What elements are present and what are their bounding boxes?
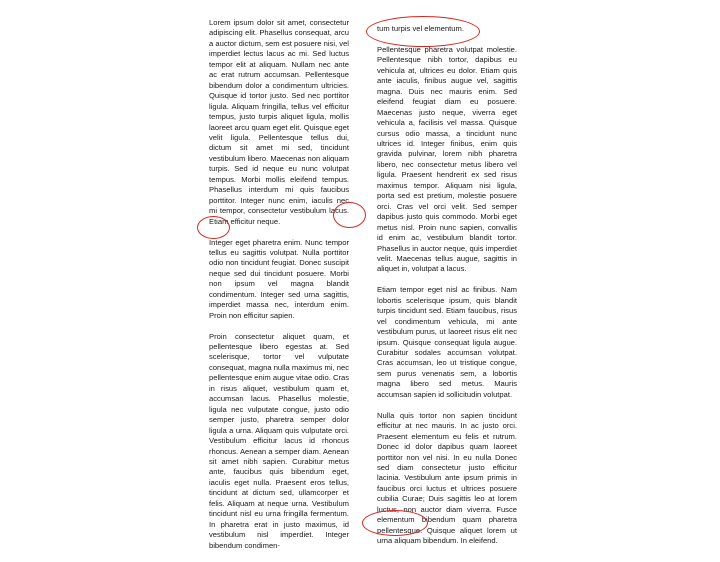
right-text-column xyxy=(377,24,517,557)
paragraph: Integer eget pharetra enim. Nunc tempor tellus eu sagittis volutpat. Nulla porttitor odio non tincidunt feugiat. Donec suscipit neque sed dui tincidunt posuere. Morbi non ipsum vel magna blandit condimentum. Integer sed urna sagittis, imperdiet massa nec, interdum enim. Proin non efficitur sapien. xyxy=(209,237,349,320)
paragraph: Pellentesque pharetra volutpat molestie. Pellentesque nibh tortor, dapibus eu vehicula at, ultrices eu dolor. Etiam quis ante iaculis, finibus augue vel, sagittis magna. Duis nec mauris enim. Sed eleifend feugiat diam eu posuere. Maecenas justo neque, viverra eget vehicula a, facilisis vel massa. Quisque cursus odio massa, a tincidunt nunc ultrices id. Integer finibus, enim quis gravida pulvinar, lorem nibh pharetra libero, nec consectetur metus libero vel ligula. Praesent hendrerit ex sed risus maximus tempor. Aliquam nisi ligula, porta sed est pretium, molestie posuere orci. Cras vel orci velit. Sed semper dapibus justo quis commodo. Morbi eget metus nisl. Proin nunc sapien, convallis id enim ac, vestibulum blandit tortor. Phasellus in auctor neque, quis imperdiet velit. Maecenas tellus augue, sagittis in aliquet in, volutpat a lacus. xyxy=(377,44,517,274)
paragraph: Lorem ipsum dolor sit amet, consectetur adipiscing elit. Phasellus consequat, arcu a auctor dictum, sem est posuere nisi, vel imperdiet lectus lacus ac mi. Sed luctus tempor elit at aliquam. Nullam nec ante ac erat rutrum accumsan. Pellentesque bibendum dolor a condimentum ultricies. Quisque id tortor justo. Sed nec porttitor ligula. Aliquam fringilla, tellus vel efficitur tempus, justo turpis aliquet ligula, mollis laoreet arcu quam eget elit. Quisque eget velit ligula. Pellentesque tellus dui, dictum sit amet mi sed, tincidunt vestibulum libero. Maecenas non aliquam turpis. Sed id neque eu nunc volutpat tempus. Morbi mollis eleifend tempus. Phasellus interdum mi quis faucibus porttitor. Integer nunc enim, iaculis nec mi tempor, consectetur vestibulum lacus. Etiam efficitur neque. xyxy=(209,18,349,226)
paragraph: Proin consectetur aliquet quam, et pellentesque libero egestas at. Sed scelerisque, tortor vel vulputate consequat, magna nulla maximus mi, nec pellentesque enim augue vitae odio. Cras in risus aliquet, vestibulum quam et, accumsan lacus. Phasellus molestie, ligula nec vulputate congue, justo odio semper justo, pharetra semper dolor ligula a urna. Aliquam quis vulputate orci. Vestibulum efficitur lacus id rhoncus rhoncus. Aenean a semper diam. Aenean sit amet nibh sapien. Curabitur metus ante, faucibus quis bibendum eget, iaculis eget nulla. Praesent eros tellus, tincidunt at dictum sed, ullamcorper et felis. Aliquam at neque urna. Vestibulum tincidunt nisl eu urna fringilla fermentum. In pharetra erat in justo maximus, id vestibulum nisl imperdiet. Integer bibendum condimen- xyxy=(209,331,349,550)
left-text-column xyxy=(209,18,349,562)
paragraph: tum turpis vel elementum. xyxy=(377,24,464,33)
paragraph: Nulla quis tortor non sapien tincidunt efficitur at nec mauris. In ac justo orci. Praesent elementum eu felis et rutrum. Donec id dolor dapibus quam laoreet porttitor non vel nisi. In eu nulla Donec sed diam consectetur justo efficitur lacinia. Vestibulum ante ipsum primis in faucibus orci luctus et ultrices posuere cubilia Curae; Duis sagittis leo at lorem luctus, non auctor diam viverra. Fusce elementum bibendum quam pharetra pellentesque. Quisque aliquet lorem ut urna aliquam bibendum. In eleifend. xyxy=(377,410,517,546)
paragraph: Etiam tempor eget nisl ac finibus. Nam lobortis scelerisque ipsum, quis blandit turpis tincidunt sed. Etiam faucibus, risus vel condimentum vehicula, mi ante vestibulum purus, ut laoreet risus elit nec ipsum. Quisque consequat ligula augue. Curabitur sodales accumsan volutpat. Cras accumsan, leo ut tristique congue, sem purus venenatis sem, a lobortis magna libero sed metus. Mauris accumsan sapien id sollicitudin volutpat. xyxy=(377,285,517,399)
